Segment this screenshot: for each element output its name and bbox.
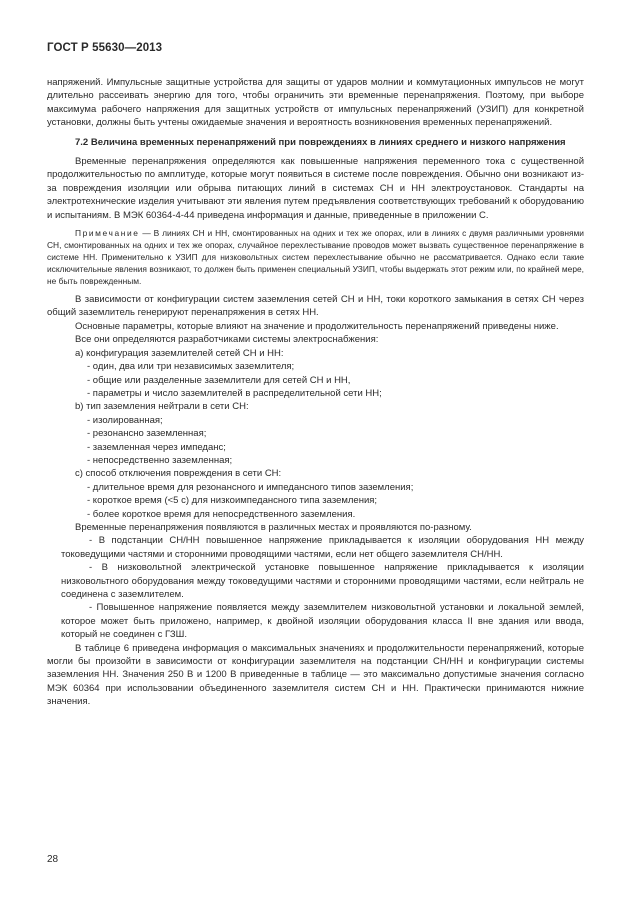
list-item: - более короткое время для непосредственного заземления. (87, 508, 356, 520)
paragraph-2: В зависимости от конфигурации систем заземления сетей СН и НН, токи короткого замыкания в сетях СН через общий заземлитель генерируют перенапряжения в сетях НН. (47, 294, 584, 319)
section-heading: 7.2 Величина временных перенапряжений при повреждениях в линиях среднего и низкого напряжения (75, 136, 566, 148)
list-item: - резонансно заземленная; (87, 428, 207, 440)
paragraph-1: Временные перенапряжения определяются как повышенные напряжения переменного тока с существенной продолжительностью по амплитуде, которые могут появиться в системе после повреждения. Обычно они возникают из-за повреждения изоляции или обрыва питающих линий в системах СН и НН электроустановок. Стандарты на электротехнические изделия учитывают эти явления путем предъявления соответствующих требований к оборудованию и испытаниям. В МЭК 60364-4-44 приведена информация и данные, приведенные в приложении С. (47, 156, 584, 221)
page-number: 28 (47, 854, 59, 865)
page-content (47, 76, 584, 709)
list-item: - параметры и число заземлителей в распределительной сети НН; (87, 387, 382, 399)
list-label-b: b) тип заземления нейтрали в сети СН: (75, 401, 249, 413)
note (47, 227, 584, 287)
page-header: ГОСТ Р 55630—2013 (47, 42, 163, 54)
list-item: - общие или разделенные заземлители для сетей СН и НН, (87, 374, 351, 386)
paragraph-5: Временные перенапряжения появляются в различных местах и проявляются по-разному. (75, 521, 472, 533)
note-label: Примечание (75, 228, 140, 239)
list-item: - один, два или три независимых заземлителя; (87, 361, 295, 373)
list-item: - изолированная; (87, 414, 163, 426)
note-text: — В линиях СН и НН, смонтированных на одних и тех же опорах, или в линиях с двумя различными уровнями СН, смонтированных на одних и тех же опорах, случайное перехлестывание проводов может вызвать существенное перенапряжение в системе НН. Применительно к УЗИП для низковольтных систем перехлестывание обычно не рассматривается. Однако если такие исключительные явления возникают, то должен быть применен специальный УЗИП, чтобы выдержать этот режим или, по крайней мере, не быть поврежденным. (47, 228, 584, 287)
bullet-paragraph: - В подстанции СН/НН повышенное напряжение прикладывается к изоляции оборудования НН между токоведущими частями и сторонними проводящими частями, если нет общего заземлителя СН/НН. (61, 535, 584, 560)
list-item: - непосредственно заземленная; (87, 454, 233, 466)
bullet-paragraph: - В низковольтной электрической установке повышенное напряжение прикладывается к изоляции низковольтного оборудования между токоведущими частями и сторонними проводящими частями, если нейтраль не соединена с заземлителем. (61, 562, 584, 600)
list-label-a: а) конфигурация заземлителей сетей СН и НН: (75, 347, 284, 359)
bullet-paragraph: - Повышенное напряжение появляется между заземлителем низковольтной установки и локальной землей, которое может быть приложено, например, к двойной изоляции оборудования класса II вне здания или ввода, который не соединен с ГЗШ. (61, 602, 584, 641)
paragraph-intro: напряжений. Импульсные защитные устройства для защиты от ударов молнии и коммутационных импульсов не могут длительно рассеивать энергию для того, чтобы ограничить эти временные перенапряжения. Поэтому, при выборе максимума рабочего напряжения для защитных устройств от импульсных перенапряжений (УЗИП) для конкретной установки, должны быть учтены ожидаемые значения и вероятность возникновения временных перенапряжений. (47, 77, 584, 129)
list-item: - длительное время для резонансного и импедансного типов заземления; (87, 481, 414, 493)
paragraph-6: В таблице 6 приведена информация о максимальных значениях и продолжительности перенапряжений, которые могли бы произойти в зависимости от конфигурации заземлителя на подстанции СН/НН и конфигурации системы заземления НН. Значения 250 В и 1200 В приведенные в таблице — это максимально допустимые значения согласно МЭК 60364 при использовании объединенного заземлителя систем СН и НН. Практически принимаются нижние значения. (47, 642, 584, 708)
list-item: - заземленная через импеданс; (87, 441, 226, 453)
list-item: - короткое время (<5 с) для низкоимпедансного типа заземления; (87, 495, 378, 507)
paragraph-4: Все они определяются разработчиками системы электроснабжения: (75, 334, 379, 346)
list-label-c: c) способ отключения повреждения в сети СН: (75, 468, 282, 480)
paragraph-3: Основные параметры, которые влияют на значение и продолжительность перенапряжений приведены ниже. (75, 320, 559, 332)
